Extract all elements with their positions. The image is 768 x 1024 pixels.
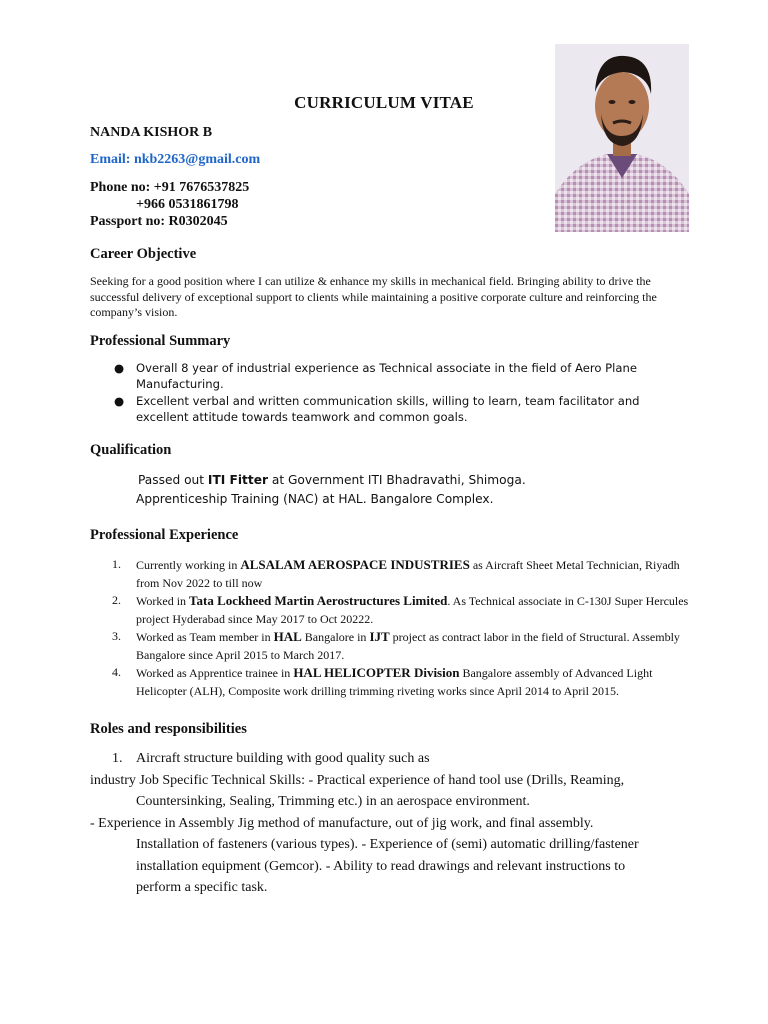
bullet-icon: ● — [114, 394, 125, 408]
list-number: 2. — [112, 593, 121, 607]
heading-roles: Roles and responsibilities — [90, 721, 247, 737]
experience-employer: HAL HELICOPTER Division — [293, 665, 460, 680]
career-objective-text: Seeking for a good position where I can utilize & enhance my skills in mechanical field. Bringing ability to drive the successful delivery of exceptional support to clients while maintaining a positive corporate culture and reinforcing the company’s vision. — [90, 274, 657, 319]
list-item — [90, 393, 690, 425]
heading-professional-experience: Professional Experience — [90, 527, 239, 543]
roles-line-2: industry Job Specific Technical Skills: - Practical experience of hand tool use (Drills, Reaming, — [90, 772, 625, 788]
roles-line-5: Installation of fasteners (various types). - Experience of (semi) automatic drilling/fastener — [136, 837, 639, 852]
profile-photo-illustration — [555, 44, 689, 232]
phone-secondary-text: +966 0531861798 — [136, 197, 239, 212]
qualification-line-2: Apprenticeship Training (NAC) at HAL. Bangalore Complex. — [136, 492, 494, 506]
roles-line-6: installation equipment (Gemcor). - Ability to read drawings and relevant instructions to — [136, 858, 626, 874]
qualification-text: Passed out — [138, 473, 208, 487]
email-address[interactable]: Email: nkb2263@gmail.com — [90, 152, 261, 167]
qualification-block — [138, 471, 526, 509]
summary-item-text: Overall 8 year of industrial experience as Technical associate in the field of Aero Plane Manufacturing. — [136, 361, 637, 391]
experience-text: Worked as Team member in — [136, 630, 274, 644]
experience-text: Bangalore assembly of Advanced Light Helicopter (ALH), Composite work drilling trimming riveting works since April 2014 to April 2015. — [136, 666, 653, 698]
heading-career-objective: Career Objective — [90, 246, 197, 262]
experience-text: . As Technical associate in C-130J Super Hercules project Hyderabad since May 2017 to Oct 20222. — [136, 594, 689, 626]
summary-list — [90, 360, 690, 426]
experience-text: Bangalore in — [301, 630, 370, 644]
experience-list — [90, 556, 690, 700]
bullet-icon: ● — [114, 361, 125, 375]
roles-line-7: perform a specific task. — [136, 880, 268, 895]
phone-secondary — [90, 196, 249, 213]
experience-employer: Tata Lockheed Martin Aerostructures Limited — [189, 593, 448, 608]
list-item — [90, 628, 690, 664]
roles-block — [90, 748, 690, 899]
list-item — [90, 592, 690, 628]
experience-text: Currently working in — [136, 558, 241, 572]
roles-line-3: Countersinking, Sealing, Trimming etc.) in an aerospace environment. — [136, 794, 530, 809]
candidate-name: NANDA KISHOR B — [90, 125, 213, 140]
contact-block — [90, 179, 249, 230]
experience-text: Worked as Apprentice trainee in — [136, 666, 294, 680]
qualification-text: at Government ITI Bhadravathi, Shimoga. — [267, 473, 526, 487]
document-title: CURRICULUM VITAE — [294, 93, 474, 112]
experience-text: Worked in — [136, 594, 190, 608]
qualification-line-1 — [138, 471, 526, 490]
list-item — [90, 556, 690, 592]
list-number: 1. — [112, 557, 121, 571]
list-number: 3. — [112, 629, 121, 643]
summary-item-text: Excellent verbal and written communication skills, willing to learn, team facilitator and excellent attitude towards teamwork and common goals. — [136, 394, 640, 424]
list-item — [90, 360, 690, 392]
experience-employer: ALSALAM AEROSPACE INDUSTRIES — [240, 557, 470, 572]
qualification-emphasis: ITI Fitter — [207, 473, 268, 487]
phone-primary: Phone no: +91 7676537825 — [90, 180, 250, 195]
passport-number: Passport no: R0302045 — [90, 214, 228, 229]
experience-employer: HAL — [273, 629, 302, 644]
profile-photo — [555, 44, 689, 232]
roles-line-1 — [90, 748, 690, 770]
list-number: 4. — [112, 665, 121, 679]
roles-text: Aircraft structure building with good quality such as — [136, 751, 430, 766]
roles-line-4: - Experience in Assembly Jig method of manufacture, out of jig work, and final assembly. — [90, 815, 594, 831]
list-item — [90, 664, 690, 700]
experience-project: IJT — [369, 629, 390, 644]
list-number: 1. — [112, 751, 123, 766]
experience-text: project as contract labor in the field of Structural. Assembly Bangalore since April 2015 to March 2017. — [136, 630, 680, 662]
heading-professional-summary: Professional Summary — [90, 333, 231, 349]
heading-qualification: Qualification — [90, 442, 172, 458]
experience-text: as Aircraft Sheet Metal Technician, Riyadh from Nov 2022 to till now — [136, 558, 680, 590]
